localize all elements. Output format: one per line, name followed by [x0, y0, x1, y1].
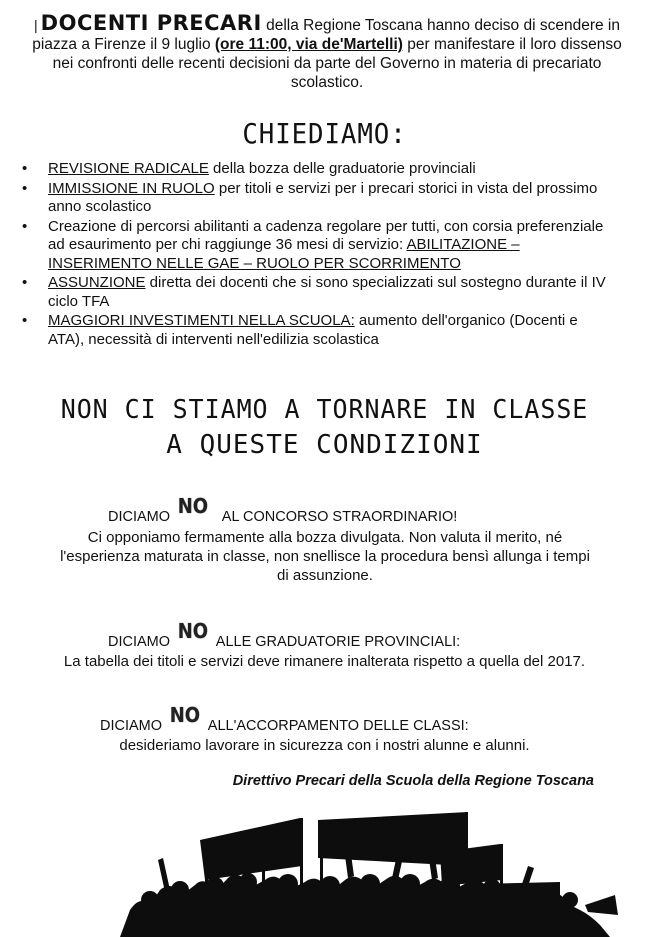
no-stamp: NO	[169, 703, 201, 727]
demand-text: della bozza delle graduatorie provinciali	[208, 160, 476, 177]
refusal-target: ALL'ACCORPAMENTO DELLE CLASSI:	[207, 718, 469, 734]
slogan-line-2: A QUESTE CONDIZIONI	[166, 430, 483, 460]
list-item	[22, 274, 612, 311]
refusal-target: AL CONCORSO STRAORDINARIO!	[221, 509, 458, 525]
list-item	[22, 180, 612, 217]
list-item	[22, 218, 612, 274]
list-item	[22, 160, 612, 179]
demand-text: diretta dei docenti che si sono specializzati sul sostegno durante il IV ciclo TFA	[48, 274, 606, 310]
refusal-lead: DICIAMO	[100, 718, 163, 734]
slogan-line-1: NON CI STIAMO A TORNARE IN CLASSE	[60, 395, 589, 425]
bullet-icon: •	[22, 274, 28, 291]
refusal-lead: DICIAMO	[108, 509, 171, 525]
list-item	[22, 312, 612, 349]
refusal-lead: DICIAMO	[108, 634, 171, 650]
bullet-icon: •	[22, 160, 28, 177]
demand-text: aumento dell'organico (Docenti e ATA), necessità di interventi nell'edilizia scolastica	[48, 312, 578, 348]
intro-text-b: per manifestare il loro dissenso nei confronti delle recenti decisioni da parte del Governo in materia di precariato scolastico.	[52, 36, 622, 91]
refusal-heading	[108, 619, 460, 650]
intro-paragraph	[22, 11, 632, 92]
demand-key: IMMISSIONE IN RUOLO	[48, 179, 215, 197]
refusal-heading	[100, 703, 469, 734]
refusal-body: Ci opponiamo fermamente alla bozza divulgata. Non valuta il merito, né l'esperienza maturata in classe, non snellisce la procedura bensì allunga i tempi di assunzione.	[60, 529, 590, 584]
intro-time-place: (ore 11:00, via de'Martelli)	[214, 36, 403, 53]
section-heading-chiediamo: CHIEDIAMO:	[242, 117, 407, 150]
intro-pipe: |	[34, 17, 38, 33]
refusal-heading	[108, 494, 457, 525]
demand-key: ASSUNZIONE	[48, 274, 146, 291]
demand-text: per titoli e servizi per i precari storici in vista del prossimo anno scolastico	[48, 179, 598, 215]
demand-key: ABILITAZIONE – INSERIMENTO NELLE GAE – RUOLO PER SCORRIMENTO	[48, 236, 520, 272]
no-stamp: NO	[177, 494, 209, 518]
no-stamp: NO	[177, 619, 209, 643]
bullet-icon: •	[22, 179, 28, 197]
demand-key: REVISIONE RADICALE	[48, 160, 209, 177]
protest-crowd-silhouette-icon	[0, 800, 649, 937]
refusal-body: La tabella dei titoli e servizi deve rimanere inalterata rispetto a quella del 2017.	[63, 653, 586, 670]
refusal-body: desideriamo lavorare in sicurezza con i nostri alunne e alunni.	[119, 737, 530, 754]
demand-key: MAGGIORI INVESTIMENTI NELLA SCUOLA:	[48, 312, 355, 329]
demands-list	[22, 160, 612, 350]
bullet-icon: •	[22, 312, 28, 329]
signature: Direttivo Precari della Scuola della Regione Toscana	[232, 773, 594, 789]
bullet-icon: •	[22, 217, 28, 235]
demand-text: Creazione di percorsi abilitanti a cadenza regolare per tutti, con corsia preferenziale ad esaurimento per chi raggiunge 36 mesi di servizio:	[48, 217, 604, 253]
intro-title: DOCENTI PRECARI	[40, 11, 262, 35]
intro-text-a: della Regione Toscana hanno deciso di scendere in piazza a Firenze il 9 luglio	[32, 17, 620, 53]
refusal-target: ALLE GRADUATORIE PROVINCIALI:	[215, 634, 461, 650]
